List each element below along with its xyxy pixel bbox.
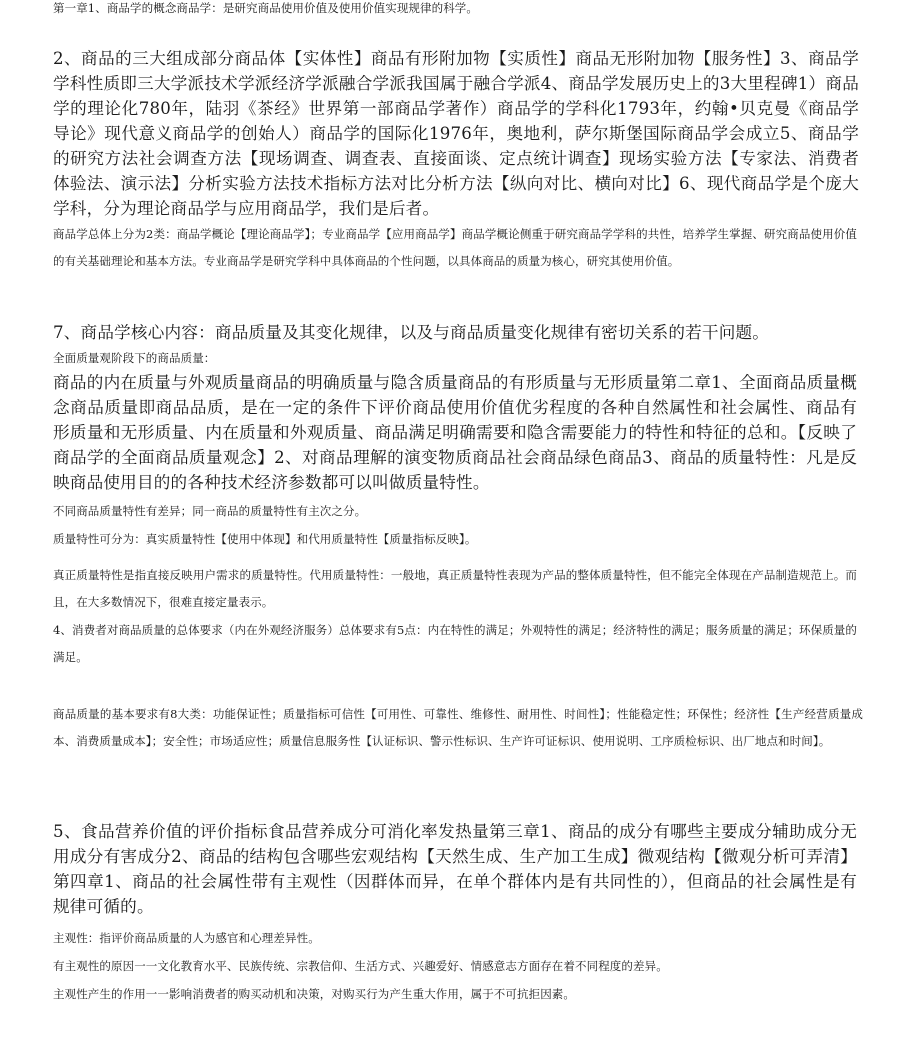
note-total-quality: 全面质量观阶段下的商品质量： bbox=[53, 351, 216, 365]
paragraph-classification: 商品学总体上分为2类：商品学概论【理论商品学】；专业商品学【应用商品学】商品学概论侧重于研究商品学学科的共性，培养学生掌握、研究商品使用价值的有关基础理论和基本方法。专业商品学是研究学科中具体商品的个性问题，以具体商品的质量为核心，研究其使用价值。 bbox=[53, 227, 857, 268]
paragraph-nutrition-chapter3-4: 5、食品营养价值的评价指标食品营养成分可消化率发热量第三章1、商品的成分有哪些主要成分辅助成分无用成分有害成分2、商品的结构包含哪些宏观结构【天然生成、生产加工生成】微观结构【微观分析可弄清】第四章1、商品的社会属性带有主观性（因群体而异，在单个群体内是有共同性的），但商品的社会属性是有规律可循的。 bbox=[53, 822, 857, 916]
note-quality-types: 质量特性可分为：真实质量特性【使用中体现】和代用质量特性【质量指标反映】。 bbox=[53, 532, 477, 546]
paragraph-chapter2-quality: 商品的内在质量与外观质量商品的明确质量与隐含质量商品的有形质量与无形质量第二章1、全面商品质量概念商品质量即商品品质，是在一定的条件下评价商品使用价值优劣程度的各种自然属性和社会属性、商品有形质量和无形质量、内在质量和外观质量、商品满足明确需要和隐含需要能力的特性和特征的总和。【反映了商品学的全面商品质量观念】2、对商品理解的演变物质商品社会商品绿色商品3、商品的质量特性：凡是反映商品使用目的的各种技术经济参数都可以叫做质量特性。 bbox=[53, 373, 857, 492]
note-subjectivity-effects: 主观性产生的作用一一影响消费者的购买动机和决策，对购买行为产生重大作用，属于不可抗拒因素。 bbox=[53, 987, 575, 1001]
paragraph-consumer-requirements: 4、消费者对商品质量的总体要求（内在外观经济服务）总体要求有5点：内在特性的满足；外观特性的满足；经济特性的满足；服务质量的满足；环保质量的满足。 bbox=[53, 623, 857, 664]
note-quality-differences: 不同商品质量特性有差异；同一商品的质量特性有主次之分。 bbox=[53, 504, 367, 518]
paragraph-core-content: 7、商品学核心内容：商品质量及其变化规律，以及与商品质量变化规律有密切关系的若干问题。 bbox=[53, 323, 770, 342]
note-subjectivity: 主观性：指评价商品质量的人为感官和心理差异性。 bbox=[53, 931, 320, 945]
paragraph-basic-requirements: 商品质量的基本要求有8大类：功能保证性；质量指标可信性【可用性、可靠性、维修性、耐用性、时间性】；性能稳定性；环保性；经济性【生产经营质量成本、消费质量成本】；安全性；市场适应性；质量信息服务性【认证标识、警示性标识、生产许可证标识、使用说明、工序质检标识、出厂地点和时间】。 bbox=[53, 707, 863, 748]
chapter1-intro: 第一章1、商品学的概念商品学：是研究商品使用价值及使用价值实现规律的科学。 bbox=[53, 1, 479, 15]
paragraph-true-quality: 真正质量特性是指直接反映用户需求的质量特性。代用质量特性：一般地，真正质量特性表现为产品的整体质量特性，但不能完全体现在产品制造规范上。而且，在大多数情况下，很难直接定量表示。 bbox=[53, 568, 857, 609]
paragraph-composition-methods: 2、商品的三大组成部分商品体【实体性】商品有形附加物【实质性】商品无形附加物【服务性】3、商品学学科性质即三大学派技术学派经济学派融合学派我国属于融合学派4、商品学发展历史上的3大里程碑1）商品学的理论化780年，陆羽《茶经》世界第一部商品学著作）商品学的学科化1793年，约翰•贝克曼《商品学导论》现代意义商品学的创始人）商品学的国际化1976年，奥地利，萨尔斯堡国际商品学会成立5、商品学的研究方法社会调查方法【现场调查、调查表、直接面谈、定点统计调查】现场实验方法【专家法、消费者体验法、演示法】分析实验方法技术指标方法对比分析方法【纵向对比、横向对比】6、现代商品学是个庞大学科，分为理论商品学与应用商品学，我们是后者。 bbox=[53, 49, 859, 218]
note-subjectivity-causes: 有主观性的原因一一文化教育水平、民族传统、宗教信仰、生活方式、兴趣爱好、情感意志方面存在着不同程度的差异。 bbox=[53, 959, 668, 973]
